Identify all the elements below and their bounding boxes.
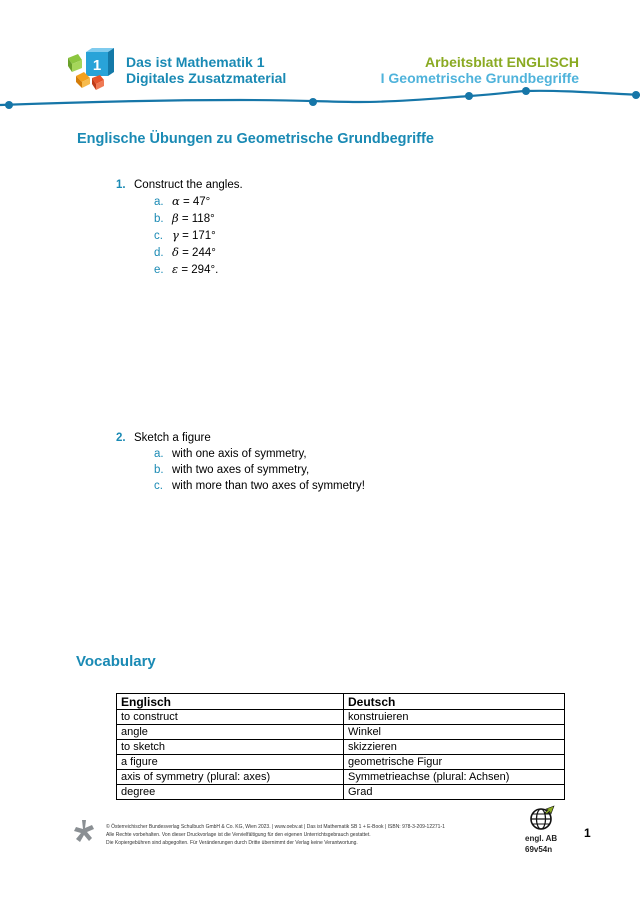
list-item: c. with more than two axes of symmetry! (154, 480, 366, 492)
table-row: a figure geometrische Figur (117, 755, 565, 770)
task-text: Sketch a figure (134, 432, 211, 444)
task-number: 1. (116, 179, 126, 191)
page-number: 1 (584, 826, 591, 840)
table-row: degree Grad (117, 785, 565, 800)
table-row: angle Winkel (117, 725, 565, 740)
list-item: a. with one axis of symmetry, (154, 448, 307, 460)
column-header: Englisch (117, 694, 344, 710)
table-header-row (117, 694, 565, 710)
list-item: d. δ = 244° (154, 245, 216, 259)
book-title: Das ist Mathematik 1 (126, 54, 265, 70)
book-subtitle: Digitales Zusatzmaterial (126, 70, 287, 86)
task-number: 2. (116, 432, 126, 444)
task-2 (116, 430, 365, 494)
table-row: axis of symmetry (plural: axes) Symmetrieachse (plural: Achsen) (117, 770, 565, 785)
task-text: Construct the angles. (134, 179, 243, 191)
copyright-notice: © Österreichischer Bundesverlag Schulbuch GmbH & Co. KG, Wien 2023. | www.oebv.at | Das ist Mathematik SB 1 + E-Book | ISBN: 978-3-209-12271-1 Alle Rechte vorbehalten. Von dieser Druckvorlage ist die Vervielfältigung für den eigenen Unterrichtsgebrauch gestattet. Die Kopiergebühren sind abgegolten. Für Veränderungen durch Dritte übernimmt der Verlag keine Verantwortung. (106, 824, 445, 846)
list-item: c. γ = 171° (154, 228, 216, 242)
globe-link-icon[interactable] (529, 805, 555, 831)
table-row: to sketch skizzieren (117, 740, 565, 755)
column-header: Deutsch (344, 694, 565, 710)
header-left (126, 54, 286, 86)
list-item: b. β = 118° (154, 211, 215, 225)
task-1 (116, 177, 243, 278)
online-code[interactable]: engl. AB 69v54n (525, 834, 558, 854)
header-right (381, 54, 579, 86)
vocabulary-table (116, 693, 565, 800)
worksheet-type: Arbeitsblatt ENGLISCH (424, 54, 579, 70)
publisher-logo-icon (74, 820, 94, 842)
header-wave-divider (0, 84, 640, 114)
table-row: to construct konstruieren (117, 710, 565, 725)
vocabulary-heading: Vocabulary (76, 653, 156, 670)
logo-number: 1 (92, 57, 102, 74)
list-item: e. ε = 294°. (154, 262, 219, 276)
page-title: Englische Übungen zu Geometrische Grundbegriffe (77, 131, 434, 147)
worksheet-topic: I Geometrische Grundbegriffe (380, 70, 579, 86)
list-item: b. with two axes of symmetry, (154, 464, 310, 476)
list-item: a. α = 47° (154, 194, 211, 208)
